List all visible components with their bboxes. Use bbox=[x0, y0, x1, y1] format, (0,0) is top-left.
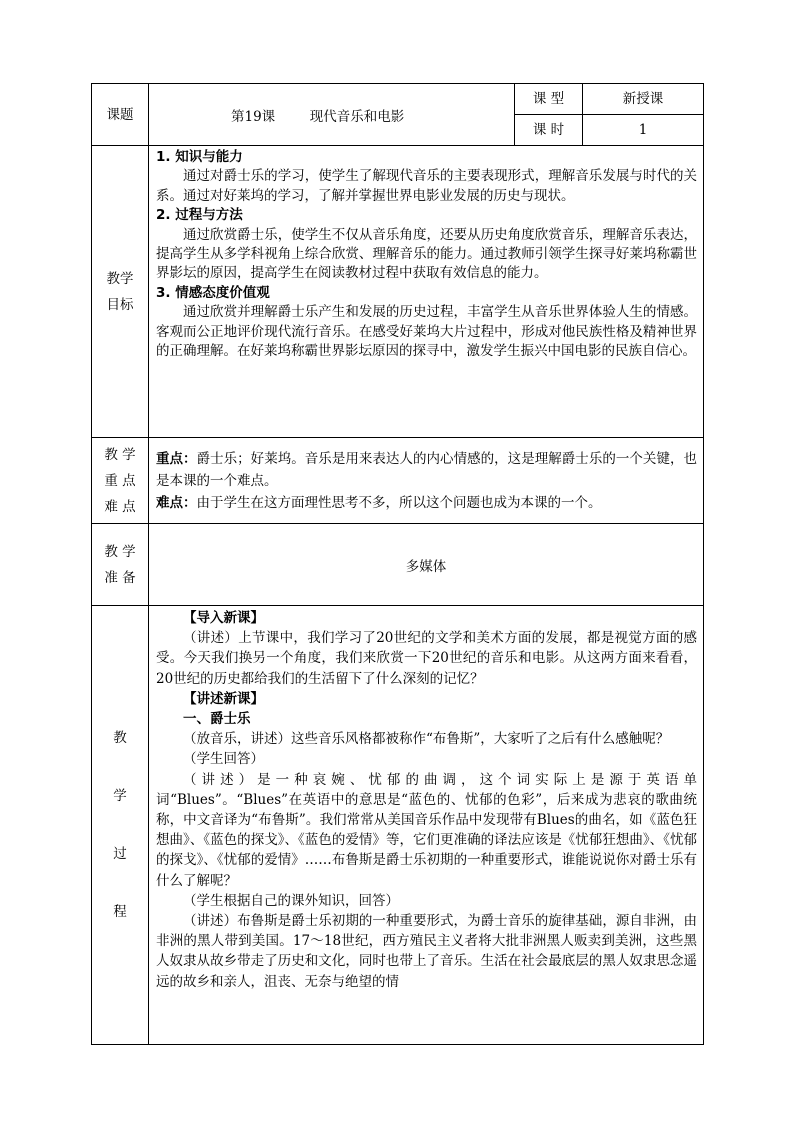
key-point-label: 重点： bbox=[156, 451, 197, 467]
prep-label-line-2: 准 备 bbox=[104, 569, 136, 586]
lesson-hours-value: 1 bbox=[583, 115, 704, 146]
process-label-char-4: 程 bbox=[113, 904, 127, 920]
lesson-plan-table bbox=[91, 83, 704, 1045]
process-label bbox=[92, 606, 149, 1045]
process-paragraph: （学生回答） bbox=[183, 751, 264, 768]
keypoints-content bbox=[149, 438, 704, 524]
process-heading-jazz: 一、爵士乐 bbox=[183, 711, 251, 728]
goals-label-line-2: 目标 bbox=[106, 296, 134, 313]
process-paragraph: （学生根据自己的课外知识，回答） bbox=[183, 892, 399, 909]
prep-label-line-1: 教 学 bbox=[104, 543, 136, 560]
goal-text-process: 通过欣赏爵士乐，使学生不仅从音乐角度，还要从历史角度欣赏音乐，理解音乐表达，提高学生从多学科视角上综合欣赏、理解音乐的能力。通过教师引领学生探寻好莱坞称霸世界影坛的原因，提高学生在阅读教材过程中获取有效信息的能力。 bbox=[156, 226, 697, 282]
difficult-point bbox=[156, 492, 697, 514]
prep-label bbox=[92, 524, 149, 606]
goal-text-knowledge: 通过对爵士乐的学习，使学生了解现代音乐的主要表现形式，理解音乐发展与时代的关系。通过对好莱坞的学习，了解并掌握世界电影业发展的历史与现状。 bbox=[156, 168, 697, 204]
keypoints-label-line-1: 教 学 bbox=[104, 446, 136, 463]
goal-heading-knowledge: 1. 知识与能力 bbox=[156, 149, 243, 165]
lesson-hours-label: 课 时 bbox=[515, 115, 583, 146]
goals-label-line-1: 教学 bbox=[106, 270, 134, 287]
keypoints-label-line-3: 难 点 bbox=[104, 498, 136, 515]
key-point bbox=[156, 448, 697, 492]
goal-heading-attitude: 3. 情感态度价值观 bbox=[156, 284, 270, 301]
goal-heading-process: 2. 过程与方法 bbox=[156, 207, 243, 224]
process-label-char-3: 过 bbox=[113, 846, 127, 862]
difficult-point-label: 难点： bbox=[156, 495, 197, 511]
process-paragraph: （放音乐，讲述）这些音乐风格都被称作“布鲁斯”，大家听了之后有什么感触呢？ bbox=[183, 731, 670, 748]
process-content bbox=[149, 606, 704, 1045]
lesson-number: 第19课 bbox=[231, 108, 276, 125]
key-point-text: 爵士乐；好莱坞。音乐是用来表达人的内心情感的，这是理解爵士乐的一个关键，也是本课的一个难点。 bbox=[156, 451, 698, 489]
lesson-title bbox=[149, 84, 515, 146]
goals-content bbox=[149, 146, 704, 438]
prep-value: 多媒体 bbox=[149, 524, 704, 606]
process-paragraph: （讲述）上节课中，我们学习了20世纪的文学和美术方面的发展，都是视觉方面的感受。今天我们换另一个角度，我们来欣赏一下20世纪的音乐和电影。从这两方面来看看，20世纪的历史都给我们的生活留下了什么深刻的记忆？ bbox=[156, 630, 697, 687]
process-label-char-2: 学 bbox=[113, 788, 127, 804]
process-paragraph: （讲述）布鲁斯是爵士乐初期的一种重要形式，为爵士音乐的旋律基础，源自非洲，由非洲的黑人带到美国。17～18世纪，西方殖民主义者将大批非洲黑人贩卖到美洲，这些黑人奴隶从故乡带走了历史和文化，同时也带上了音乐。生活在社会最底层的黑人奴隶思念遥远的故乡和亲人，沮丧、无奈与绝望的情 bbox=[156, 913, 697, 990]
difficult-point-text: 由于学生在这方面理性思考不多，所以这个问题也成为本课的一个。 bbox=[196, 495, 602, 511]
keypoints-label-line-2: 重 点 bbox=[104, 472, 136, 489]
process-section-new: 【讲述新课】 bbox=[183, 690, 264, 707]
lesson-type-label: 课 型 bbox=[515, 84, 583, 115]
lesson-type-value: 新授课 bbox=[583, 84, 704, 115]
process-label-char-1: 教 bbox=[113, 730, 127, 746]
process-paragraph: （讲述）是一种哀婉、忧郁的曲调，这个词实际上是源于英语单词“Blues”。“Blues”在英语中的意思是“蓝色的、忧郁的色彩”，后来成为悲哀的歌曲统称，中文音译为“布鲁斯”。我们常常从美国音乐作品中发现带有Blues的曲名，如《蓝色狂想曲》、《蓝色的探戈》、《蓝色的爱情》等，它们更准确的译法应该是《忧郁狂想曲》、《忧郁的探戈》、《忧郁的爱情》……布鲁斯是爵士乐初期的一种重要形式，谁能说说你对爵士乐有什么了解呢？ bbox=[156, 771, 697, 889]
topic-label: 课题 bbox=[92, 84, 149, 146]
goals-label bbox=[92, 146, 149, 438]
lesson-name: 现代音乐和电影 bbox=[309, 108, 405, 125]
process-section-intro: 【导入新课】 bbox=[183, 610, 264, 626]
keypoints-label bbox=[92, 438, 149, 524]
goal-text-attitude: 通过欣赏并理解爵士乐产生和发展的历史过程，丰富学生从音乐世界体验人生的情感。客观而公正地评价现代流行音乐。在感受好莱坞大片过程中，形成对他民族性格及精神世界的正确理解。在好莱坞称霸世界影坛原因的探寻中，激发学生振兴中国电影的民族自信心。 bbox=[156, 304, 697, 360]
